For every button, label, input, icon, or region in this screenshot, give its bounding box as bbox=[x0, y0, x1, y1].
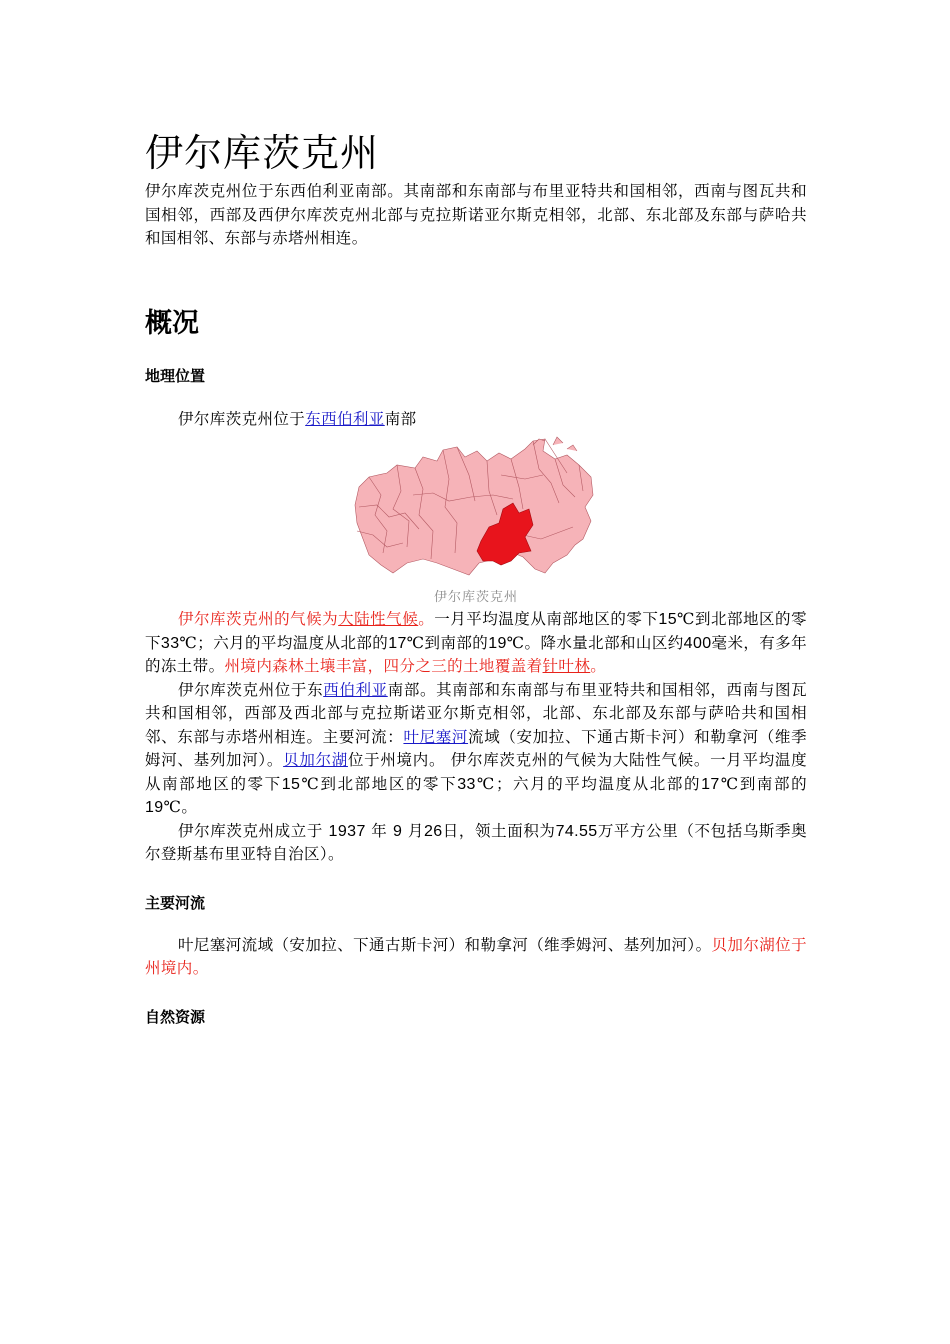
climate-paragraph: 伊尔库茨克州的气候为大陆性气候。一月平均温度从南部地区的零下15℃到北部地区的零下33℃；六月的平均温度从北部的17℃到南部的19℃。降水量北部和山区约400毫米，有多年的冻土带。州境内森林土壤丰富，四分之三的土地覆盖着针叶林。 bbox=[145, 610, 807, 675]
siberia-link[interactable]: 西伯利亚 bbox=[323, 680, 388, 699]
russia-map-icon bbox=[353, 435, 597, 579]
rivers-paragraph: 叶尼塞河流域（安加拉、下通古斯卡河）和勒拿河（维季姆河、基列加河）。贝加尔湖位于州境内。 bbox=[145, 935, 807, 977]
baikal-link[interactable]: 贝加尔湖 bbox=[283, 751, 348, 769]
resources-heading: 自然资源 bbox=[145, 1007, 206, 1026]
continental-climate-link[interactable]: 大陆性气候 bbox=[338, 610, 419, 628]
intro-paragraph: 伊尔库茨克州位于东西伯利亚南部。其南部和东南部与布里亚特共和国相邻，西南与图瓦共和国相邻，西部及西伊尔库茨克州北部与克拉斯诺亚尔斯克相邻，北部、东北部及东部与萨哈共和国相邻、东部与赤塔州相连。 bbox=[145, 182, 807, 247]
conifer-forest-link[interactable]: 针叶林 bbox=[542, 657, 591, 675]
yenisei-link[interactable]: 叶尼塞河 bbox=[403, 727, 469, 746]
geo-line: 伊尔库茨克州位于东西伯利亚南部 bbox=[178, 409, 417, 428]
section-title: 概况 bbox=[145, 307, 199, 339]
east-siberia-link[interactable]: 东西伯利亚 bbox=[305, 409, 385, 428]
page-title: 伊尔库茨克州 bbox=[145, 131, 380, 175]
rivers-heading: 主要河流 bbox=[145, 893, 206, 912]
document-body bbox=[145, 128, 807, 1027]
founding-paragraph: 伊尔库茨克州成立于 1937 年 9 月26日，领土面积为74.55万平方公里（不包括乌斯季奥尔登斯基布里亚特自治区）。 bbox=[145, 821, 808, 863]
location-paragraph: 伊尔库茨克州位于东西伯利亚南部。其南部和东南部与布里亚特共和国相邻，西南与图瓦共和国相邻，西部及西北部与克拉斯诺亚尔斯克相邻，北部、东北部及东部与萨哈共和国相邻、东部与赤塔州相连。主要河流：叶尼塞河流域（安加拉、下通古斯卡河）和勒拿河（维季姆河、基列加河）。贝加尔湖位于州境内。 伊尔库茨克州的气候为大陆性气候。一月平均温度从南部地区的零下15℃到北部地区的零下33℃；六月的平均温度从北部的17℃到南部的19℃。 bbox=[145, 680, 808, 816]
map-caption: 伊尔库茨克州 bbox=[433, 590, 518, 605]
map-figure bbox=[145, 435, 807, 607]
geo-heading: 地理位置 bbox=[145, 366, 206, 385]
